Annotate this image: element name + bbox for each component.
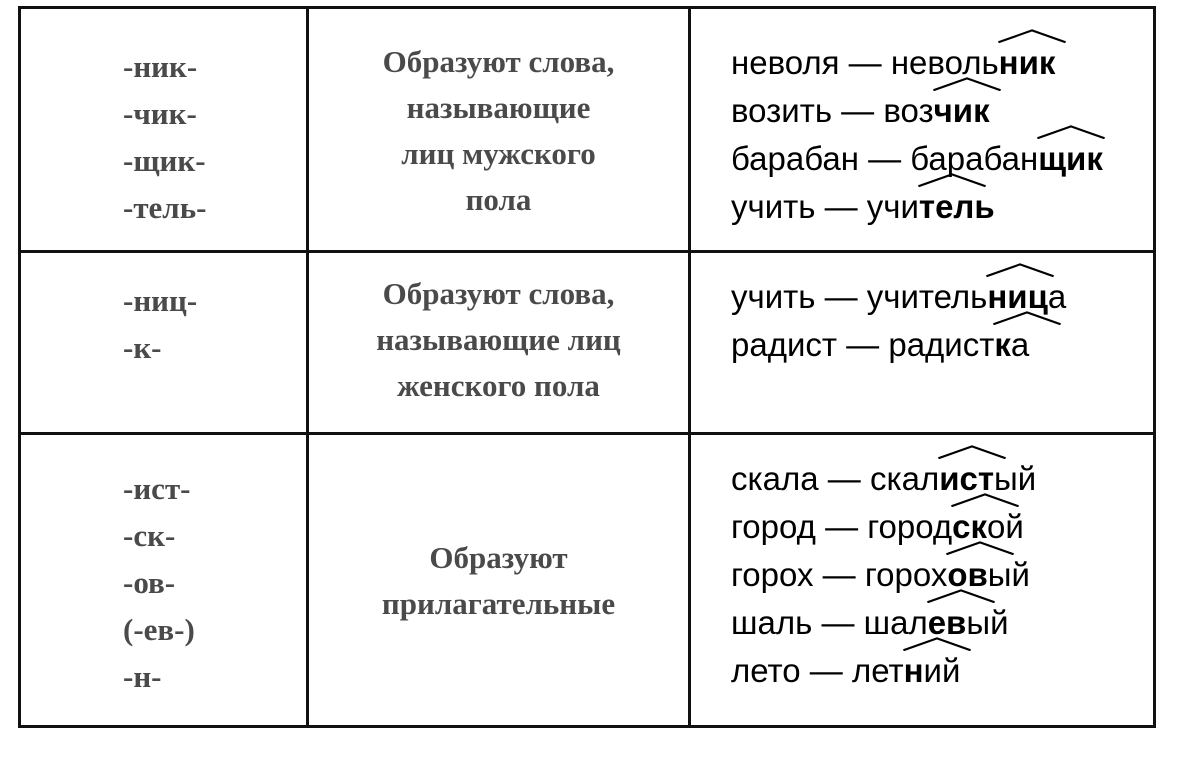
example-base: возить — воз — [731, 92, 934, 129]
suffix-table — [18, 6, 1156, 728]
row2-examples-cell — [691, 253, 1153, 435]
row2-suffix-list — [123, 277, 197, 371]
example-suffix-text: к — [994, 326, 1011, 363]
example-line — [731, 647, 1036, 695]
meaning-line: Образуют — [429, 540, 568, 575]
example-suffix — [904, 647, 924, 695]
row2-examples — [731, 273, 1066, 369]
suffix-arc-icon — [902, 637, 972, 651]
meaning-line: лиц мужского — [401, 136, 596, 171]
meaning-line: называющие лиц — [376, 322, 621, 357]
row1-suffix-list — [123, 43, 206, 231]
example-suffix-text: ист — [939, 460, 995, 497]
example-base: скала — скал — [731, 460, 940, 497]
suffix-item: -н- — [123, 659, 162, 694]
example-line — [731, 599, 1036, 647]
example-line — [731, 39, 1103, 87]
example-ending: ый — [987, 556, 1030, 593]
meaning-line: пола — [465, 182, 532, 217]
suffix-item: -ист- — [123, 471, 191, 506]
suffix-arc-icon — [937, 445, 1007, 459]
example-suffix-text: чик — [933, 92, 990, 129]
meaning-line: называющие — [406, 90, 591, 125]
meaning-line: Образуют слова, — [382, 276, 615, 311]
example-ending: ий — [923, 652, 961, 689]
example-base: неволя — неволь — [731, 44, 999, 81]
suffix-item: -ник- — [123, 49, 198, 84]
suffix-arc-icon — [997, 29, 1067, 43]
example-suffix — [1038, 135, 1103, 183]
example-suffix — [934, 87, 990, 135]
suffix-arc-icon — [926, 589, 996, 603]
example-suffix-text: ев — [927, 604, 967, 641]
example-base: барабан — барабан — [731, 140, 1039, 177]
example-suffix — [999, 39, 1056, 87]
example-suffix — [994, 321, 1011, 369]
example-suffix-text: ниц — [987, 278, 1048, 315]
suffix-item: -щик- — [123, 143, 206, 178]
suffix-item: -чик- — [123, 96, 197, 131]
suffix-item: (-ев-) — [123, 612, 195, 647]
row1-meaning-cell — [309, 9, 691, 253]
example-ending: а — [1047, 278, 1067, 315]
row3-examples-cell — [691, 435, 1153, 725]
row2-suffix-cell — [21, 253, 309, 435]
example-base: учить — учитель — [731, 278, 988, 315]
suffix-arc-icon — [917, 173, 987, 187]
row3-suffix-cell — [21, 435, 309, 725]
example-base: горох — горох — [731, 556, 948, 593]
suffix-arc-icon — [992, 311, 1062, 325]
row3-meaning — [309, 535, 688, 627]
example-base: лето — лет — [731, 652, 904, 689]
meaning-line: Образуют слова, — [382, 44, 615, 79]
example-line — [731, 183, 1103, 231]
suffix-item: -к- — [123, 330, 162, 365]
example-suffix — [919, 183, 995, 231]
row2-meaning — [309, 271, 688, 409]
example-ending: ой — [987, 508, 1024, 545]
row1-suffix-cell — [21, 9, 309, 253]
example-suffix-text: тель — [918, 188, 995, 225]
example-ending: а — [1010, 326, 1030, 363]
suffix-item: -тель- — [123, 190, 207, 225]
row2-meaning-cell — [309, 253, 691, 435]
example-line — [731, 321, 1066, 369]
row3-meaning-cell — [309, 435, 691, 725]
example-base: учить — учи — [731, 188, 919, 225]
example-ending: ый — [994, 460, 1037, 497]
example-base: шаль — шал — [731, 604, 928, 641]
meaning-line: женского пола — [397, 368, 600, 403]
suffix-arc-icon — [932, 77, 1002, 91]
row1-examples — [731, 39, 1103, 231]
suffix-item: -ск- — [123, 518, 176, 553]
example-suffix-text: ов — [947, 556, 988, 593]
meaning-line: прилагательные — [381, 586, 616, 621]
row3-examples — [731, 455, 1036, 695]
example-base: радист — радист — [731, 326, 995, 363]
example-suffix-text: н — [903, 652, 924, 689]
suffix-arc-icon — [945, 541, 1015, 555]
row3-suffix-list — [123, 465, 195, 700]
row1-meaning — [309, 39, 688, 223]
suffix-item: -ниц- — [123, 283, 198, 318]
suffix-arc-icon — [1036, 125, 1106, 139]
row1-examples-cell — [691, 9, 1153, 253]
example-ending: ый — [966, 604, 1009, 641]
example-suffix-text: ск — [952, 508, 988, 545]
example-suffix-text: щик — [1038, 140, 1103, 177]
suffix-arc-icon — [985, 263, 1055, 277]
example-base: город — город — [731, 508, 953, 545]
suffix-item: -ов- — [123, 565, 176, 600]
suffix-arc-icon — [950, 493, 1020, 507]
example-suffix-text: ник — [998, 44, 1056, 81]
